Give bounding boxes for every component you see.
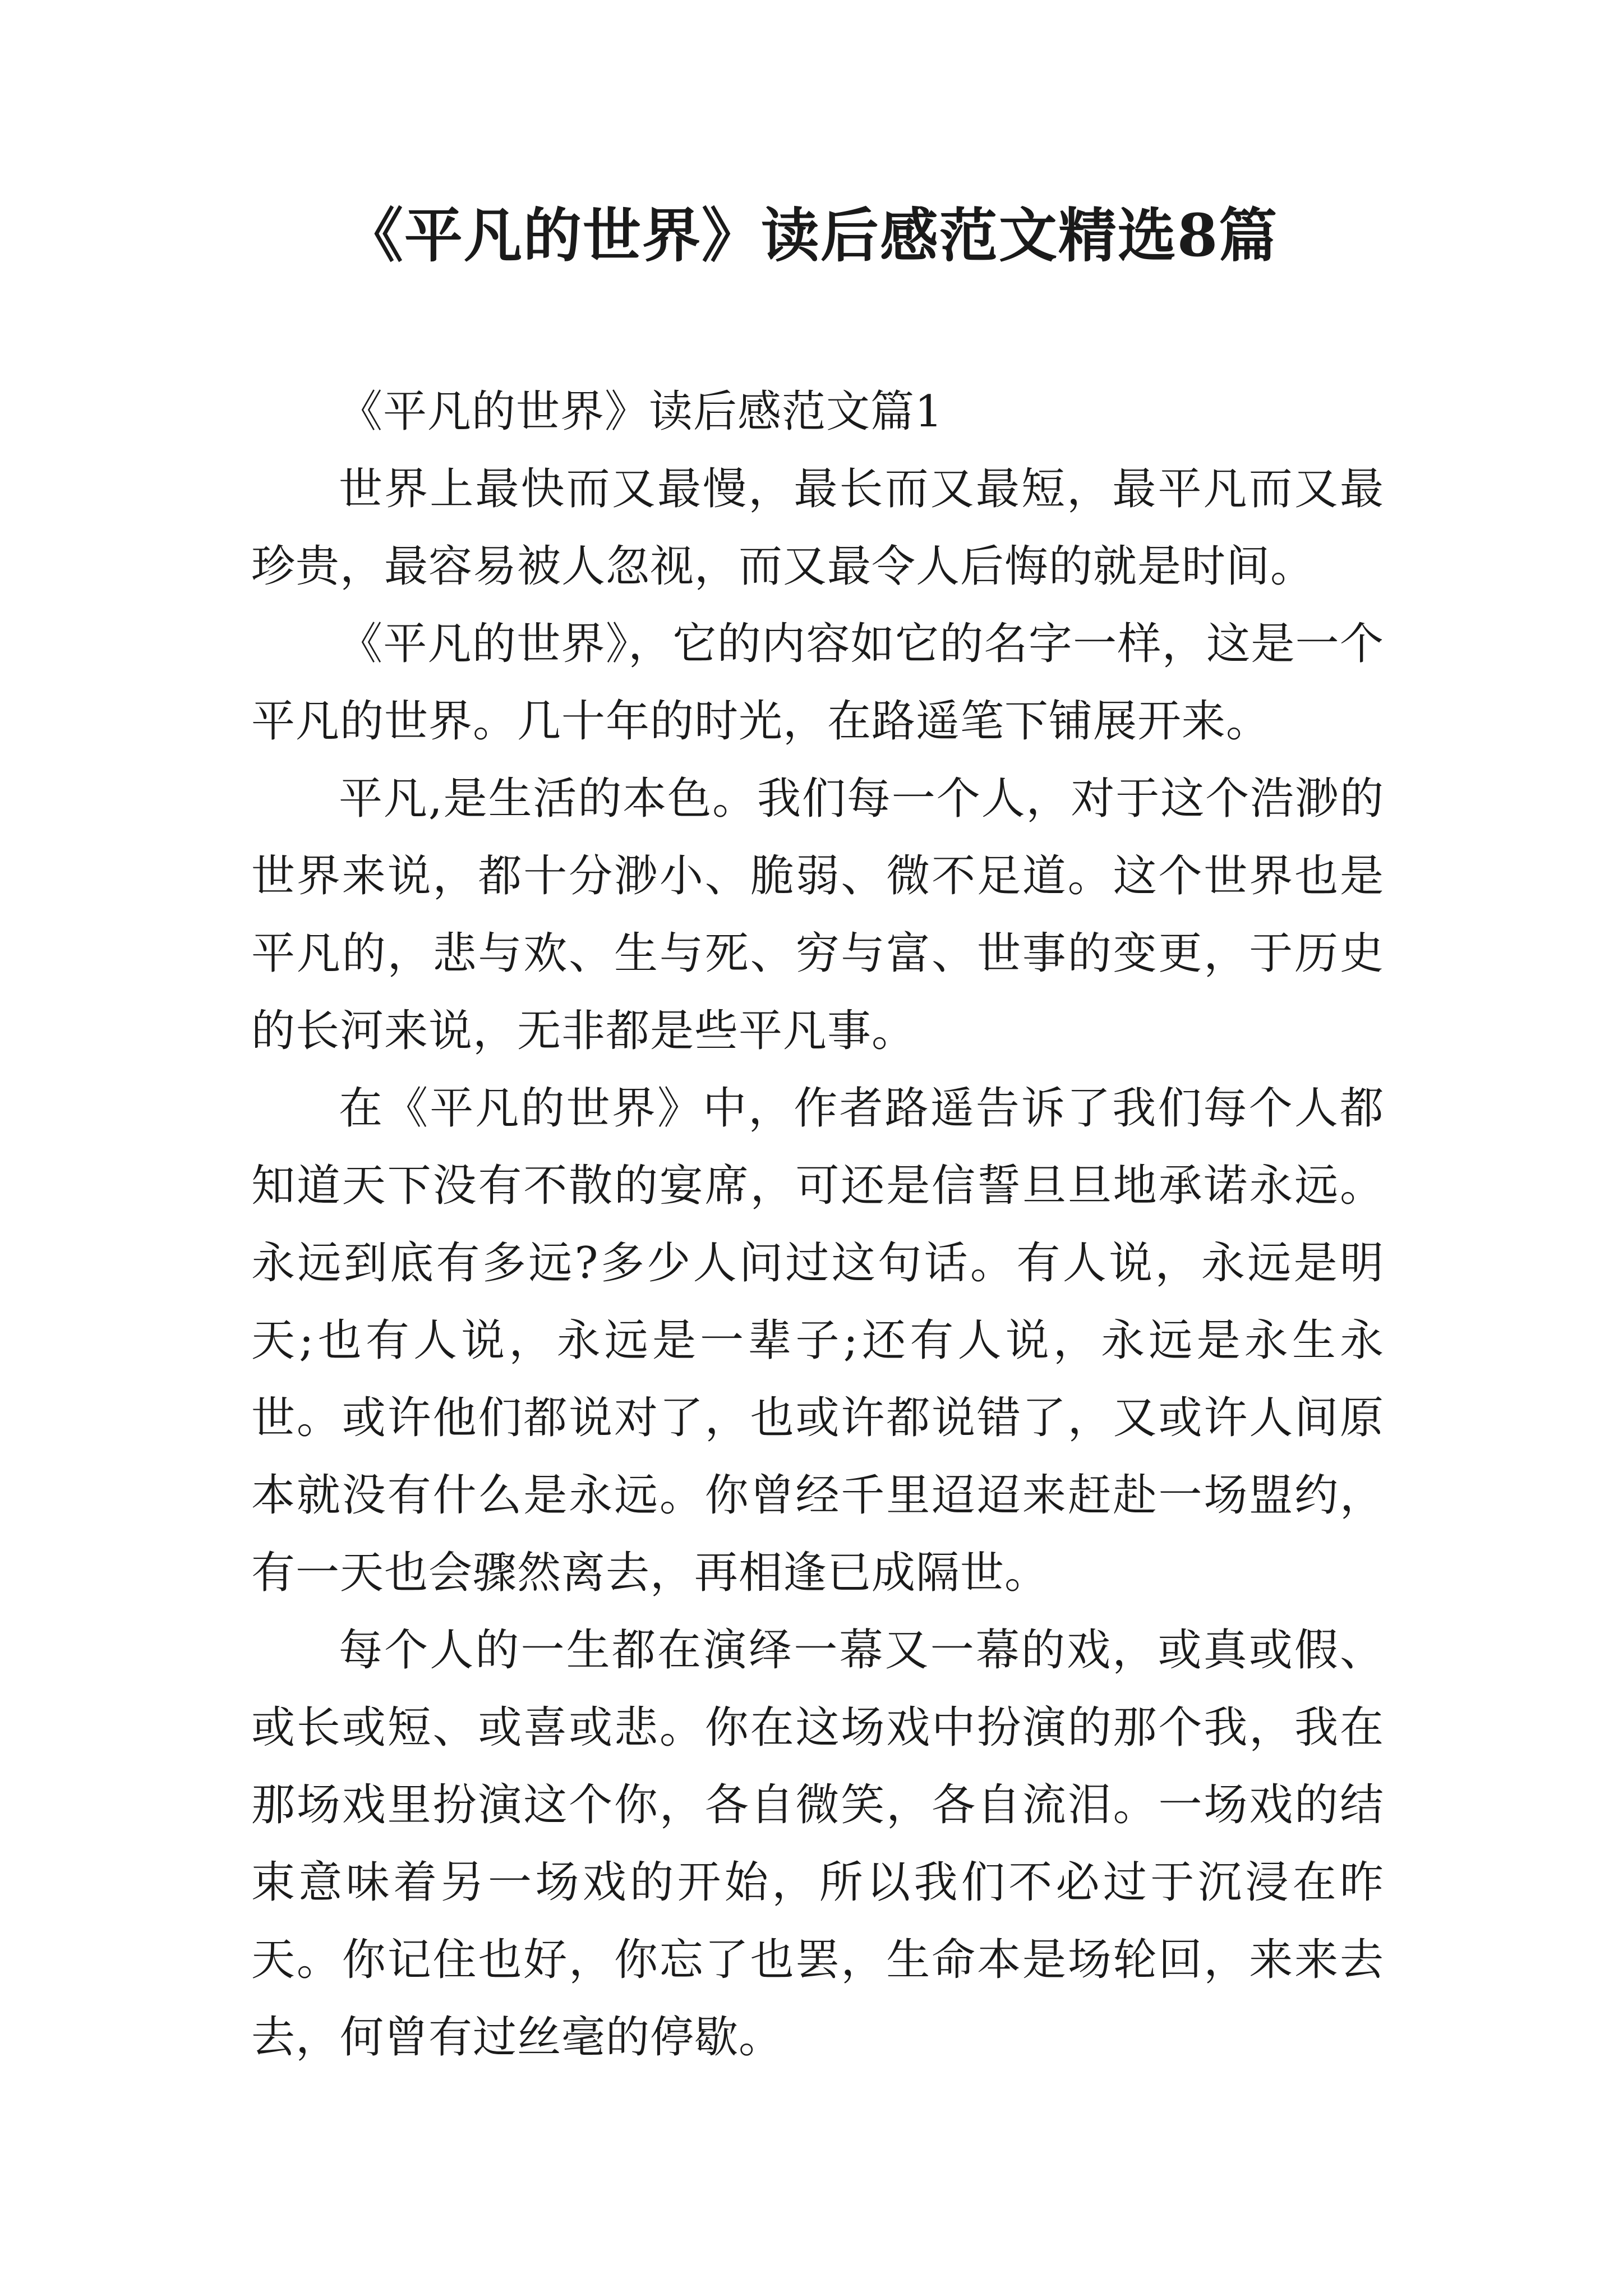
section-heading: 《平凡的世界》读后感范文篇1	[339, 386, 943, 437]
paragraph-2: 《平凡的世界》，它的内容如它的名字一样，这是一个平凡的世界。几十年的时光，在路遥笔下铺展开来。	[251, 619, 1384, 747]
paragraph-4: 在《平凡的世界》中，作者路遥告诉了我们每个人都知道天下没有不散的宴席，可还是信誓旦旦地承诺永远。永远到底有多远?多少人问过这句话。有人说，永远是明天;也有人说，永远是一辈子;还有人说，永远是永生永世。或许他们都说对了，也或许都说错了，又或许人间原本就没有什么是永远。你曾经千里迢迢来赶赴一场盟约，有一天也会骤然离去，再相逢已成隔世。	[251, 1083, 1384, 1598]
document-body	[251, 373, 1384, 2076]
document-title: 《平凡的世界》读后感范文精选8篇	[344, 201, 1279, 270]
paragraph-5: 每个人的一生都在演绎一幕又一幕的戏，或真或假、或长或短、或喜或悲。你在这场戏中扮演的那个我，我在那场戏里扮演这个你，各自微笑，各自流泪。一场戏的结束意味着另一场戏的开始，所以我们不必过于沉浸在昨天。你记住也好，你忘了也罢，生命本是场轮回，来来去去，何曾有过丝毫的停歇。	[251, 1625, 1384, 2063]
paragraph-3: 平凡,是生活的本色。我们每一个人，对于这个浩渺的世界来说，都十分渺小、脆弱、微不足道。这个世界也是平凡的，悲与欢、生与死、穷与富、世事的变更，于历史的长河来说，无非都是些平凡事。	[251, 774, 1384, 1056]
paragraph-1: 世界上最快而又最慢，最长而又最短，最平凡而又最珍贵，最容易被人忽视，而又最令人后悔的就是时间。	[251, 464, 1384, 592]
